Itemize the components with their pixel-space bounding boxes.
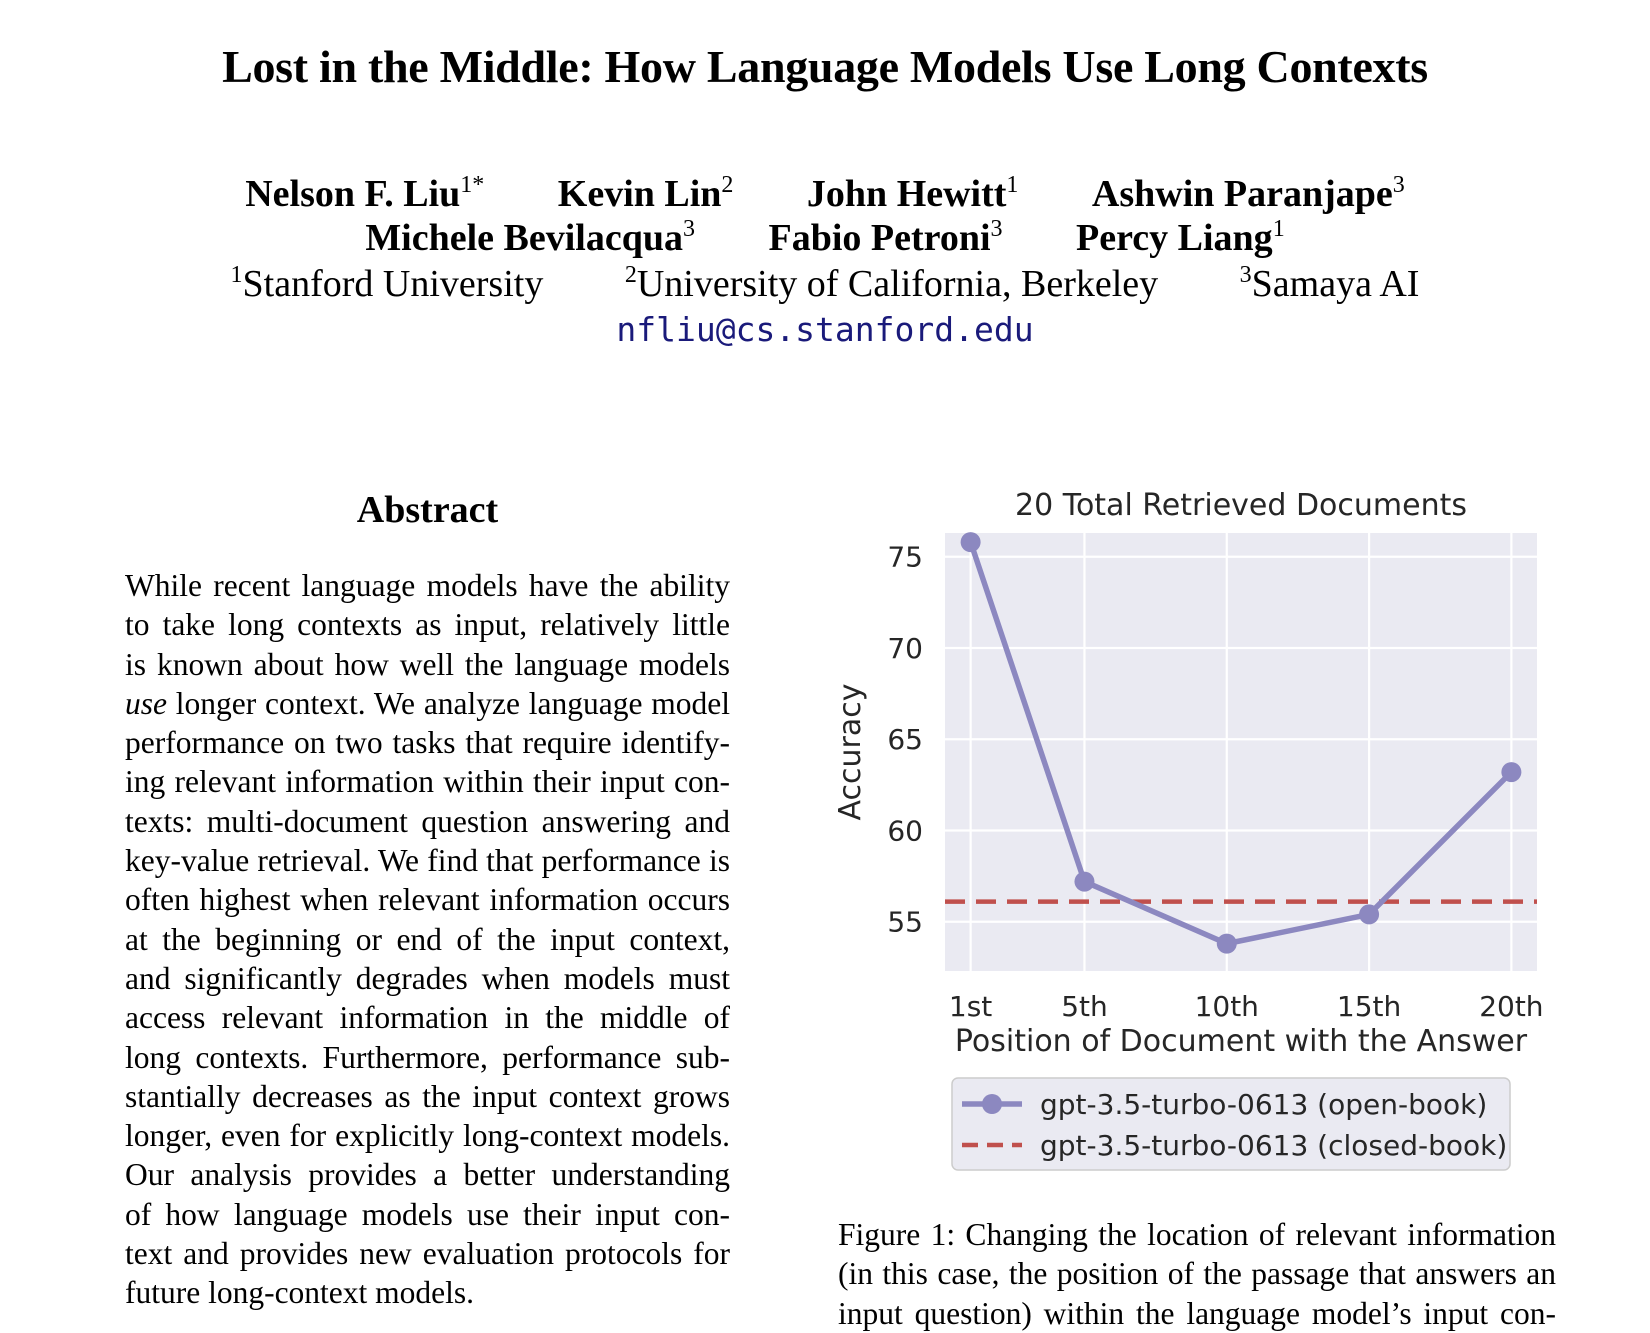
abstract-line: of how language models use their input con- [125, 1196, 730, 1232]
paper-title: Lost in the Middle: How Language Models Use Long Contexts [222, 41, 1428, 92]
affiliations [0, 262, 1650, 306]
abstract-body [125, 566, 730, 1313]
abstract-line: access relevant information in the middle of [125, 1000, 730, 1036]
open-book-data-point [1217, 934, 1237, 954]
abstract-line: at the beginning or end of the input context, [125, 921, 730, 957]
figure-caption [838, 1215, 1556, 1333]
open-book-data-point [1074, 872, 1094, 892]
author: Fabio Petroni$^3$ [768, 216, 1003, 259]
abstract-line: is known about how well the language models [125, 646, 730, 682]
abstract-line: longer, even for explicitly long-context models. [125, 1118, 730, 1154]
affiliation: $^3$Samaya AI [1239, 262, 1420, 305]
author-list-row-2 [0, 216, 1650, 260]
abstract-line: ing relevant information within their input con- [125, 764, 730, 800]
abstract-line: performance on two tasks that require identify- [125, 725, 730, 761]
author: John Hewitt$^1$ [806, 172, 1019, 215]
author-list-row-1 [0, 172, 1650, 216]
contact-email[interactable]: nfliu@cs.stanford.edu [616, 310, 1034, 349]
x-tick-label: 20th [1479, 990, 1544, 1023]
open-book-data-point [1501, 762, 1521, 782]
abstract-line: future long-context models. [125, 1275, 475, 1311]
abstract-line: stantially decreases as the input context grows [125, 1078, 730, 1114]
x-axis-label: Position of Document with the Answer [954, 1024, 1528, 1059]
open-book-data-point [961, 532, 981, 552]
abstract-line: to take long contexts as input, relatively little [125, 607, 730, 643]
legend-label: gpt-3.5-turbo-0613 (open-book) [1040, 1088, 1488, 1121]
y-axis-label: Accuracy [833, 683, 868, 821]
abstract-line: text and provides new evaluation protocols for [125, 1236, 730, 1272]
y-tick-label: 60 [887, 814, 923, 848]
caption-line: Figure 1: Changing the location of relevant information [838, 1217, 1556, 1252]
x-tick-label: 15th [1336, 990, 1402, 1023]
x-tick-label: 5th [1061, 990, 1108, 1023]
legend-label: gpt-3.5-turbo-0613 (closed-book) [1040, 1129, 1508, 1162]
abstract-line: key-value retrieval. We find that performance is [125, 843, 730, 879]
abstract-line: While recent language models have the ability [125, 568, 730, 603]
abstract-line: long contexts. Furthermore, performance sub- [125, 1039, 730, 1075]
legend-marker-open-book [982, 1094, 1002, 1114]
line-chart [830, 485, 1610, 1185]
y-tick-label: 55 [887, 905, 923, 939]
abstract-line: often highest when relevant information occurs [125, 882, 730, 918]
figure-1-chart [830, 485, 1610, 1185]
author: Nelson F. Liu$^{1*}$ [245, 172, 485, 215]
caption-line: (in this case, the position of the passage that answers an [838, 1256, 1556, 1292]
abstract-line: use longer context. We analyze language model [125, 685, 730, 721]
author: Kevin Lin$^2$ [557, 172, 734, 215]
author: Michele Bevilacqua$^3$ [365, 216, 695, 259]
x-tick-label: 1st [948, 990, 993, 1023]
abstract-line: and significantly degrades when models must [125, 960, 730, 996]
author: Percy Liang$^1$ [1076, 216, 1285, 259]
affiliation: $^2$University of California, Berkeley [624, 262, 1159, 305]
author: Ashwin Paranjape$^3$ [1091, 172, 1405, 215]
affiliation: $^1$Stanford University [230, 262, 544, 305]
y-tick-label: 65 [887, 723, 923, 757]
x-tick-label: 10th [1194, 990, 1259, 1023]
abstract-line: texts: multi-document question answering and [125, 803, 730, 839]
chart-title: 20 Total Retrieved Documents [1015, 488, 1467, 523]
y-tick-label: 70 [887, 631, 923, 665]
caption-line: input question) within the language model’s input con- [838, 1295, 1556, 1331]
open-book-data-point [1359, 904, 1379, 924]
abstract-line: Our analysis provides a better understanding [125, 1157, 730, 1193]
abstract-heading: Abstract [356, 489, 499, 531]
plot-background [945, 533, 1537, 971]
y-tick-label: 75 [887, 540, 923, 574]
